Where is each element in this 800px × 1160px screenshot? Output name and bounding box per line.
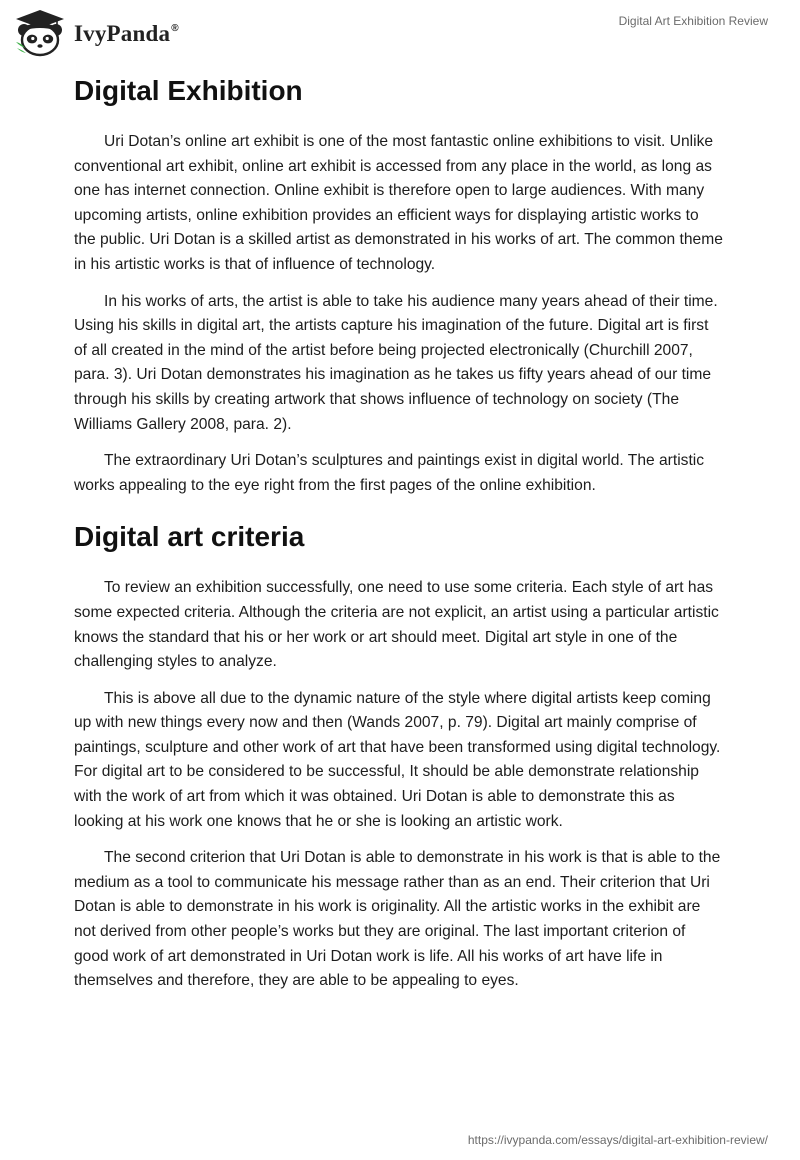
page-header	[0, 0, 800, 64]
running-title: Digital Art Exhibition Review	[618, 14, 768, 28]
paragraph: Uri Dotan’s online art exhibit is one of the most fantastic online exhibitions to visit. Unlike conventional art exhibit, online art exhibit is accessed from any place in the world, as long as one has internet connection. Online exhibit is therefore open to large audiences. With many upcoming artists, online exhibition provides an efficient ways for displaying artistic works to the public. Uri Dotan is a skilled artist as demonstrated in his works of art. The common theme in his artistic works is that of influence of technology.	[74, 133, 723, 273]
section-heading-digital-exhibition: Digital Exhibition	[74, 75, 303, 106]
paragraph: In his works of arts, the artist is able to take his audience many years ahead of their time. Using his skills in digital art, the artists capture his imagination of the future. Digital art is first of all created in the mind of the artist before being projected electronically (Churchill 2007, para. 3). Uri Dotan demonstrates his imagination as he takes us fifty years ahead of our time through his skills by creating artwork that shows influence of technology on society (The Williams Gallery 2008, para. 2).	[74, 292, 718, 433]
paragraph: To review an exhibition successfully, one need to use some criteria. Each style of art has some expected criteria. Although the criteria are not explicit, an artist using a particular artistic knows the standard that his or her work or art should meet. Digital art style in one of the challenging styles to analyze.	[74, 579, 719, 671]
brand-name: IvyPanda®	[74, 21, 179, 46]
document-body	[74, 70, 724, 994]
paragraph: The second criterion that Uri Dotan is able to demonstrate in his work is that is able to the medium as a tool to communicate his message rather than as an end. Their criterion that Uri Dotan is able to demonstrate in his work is originality. All the artistic works in the exhibit are not derived from other people’s works but they are original. The last important criterion of good work of art demonstrated in Uri Dotan work is life. All his works of art have life in themselves and therefore, they are able to be appealing to eyes.	[74, 849, 721, 990]
registered-mark: ®	[171, 23, 179, 34]
paragraph: The extraordinary Uri Dotan’s sculptures and paintings exist in digital world. The artistic works appealing to the eye right from the first pages of the online exhibition.	[74, 452, 705, 494]
panda-graduate-icon	[14, 8, 66, 58]
ivypanda-logo[interactable]	[14, 8, 179, 58]
paragraph: This is above all due to the dynamic nature of the style where digital artists keep coming up with new things every now and then (Wands 2007, p. 79). Digital art mainly comprise of paintings, sculpture and other work of art that have been transformed using digital technology. For digital art to be considered to be successful, It should be able demonstrate relationship with the work of art from which it was obtained. Uri Dotan is able to demonstrate this as looking at his work one knows that he or she is looking an artistic work.	[74, 689, 721, 830]
section-heading-digital-art-criteria: Digital art criteria	[74, 521, 305, 553]
source-url[interactable]: https://ivypanda.com/essays/digital-art-exhibition-review/	[467, 1133, 768, 1147]
